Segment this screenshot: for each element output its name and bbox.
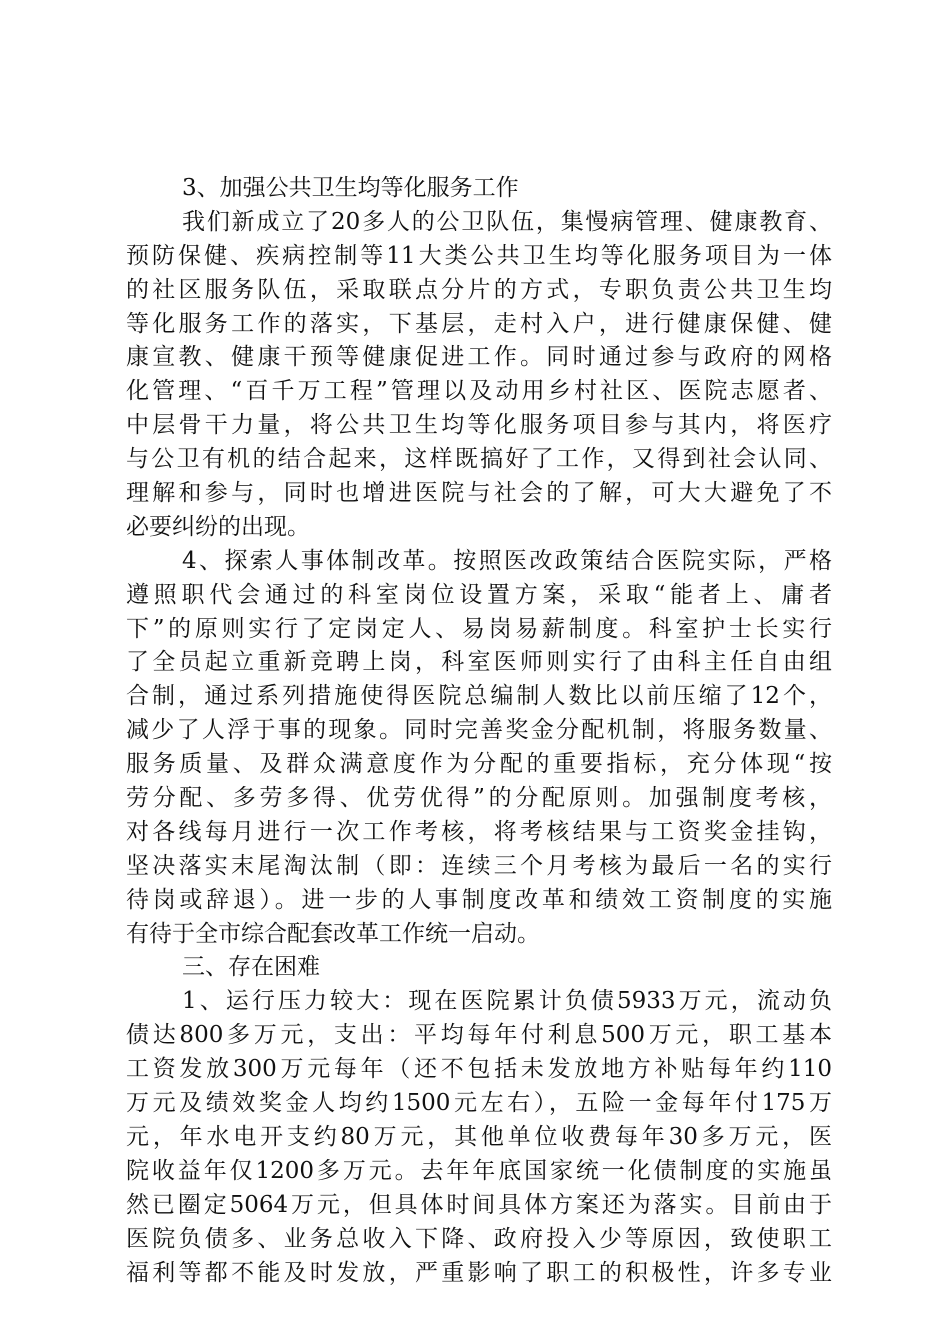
paragraph-line: 债达800多万元，支出：平均每年付利息500万元，职工基本 bbox=[126, 1022, 832, 1049]
paragraph-line: 有待于全市综合配套改革工作统一启动。 bbox=[126, 920, 540, 947]
paragraph-line: 下”的原则实行了定岗定人、易岗易薪制度。科室护士长实行 bbox=[126, 615, 832, 642]
paragraph-line: 合制，通过系列措施使得医院总编制人数比以前压缩了12个， bbox=[126, 683, 832, 710]
paragraph-line: 坚决落实末尾淘汰制（即：连续三个月考核为最后一名的实行 bbox=[126, 852, 832, 879]
paragraph-line: 对各线每月进行一次工作考核，将考核结果与工资奖金挂钩， bbox=[126, 818, 832, 845]
section-heading-3: 3、加强公共卫生均等化服务工作 bbox=[182, 175, 519, 201]
paragraph-line: 服务质量、及群众满意度作为分配的重要指标，充分体现“按 bbox=[126, 751, 832, 778]
section-heading-difficulties: 三、存在困难 bbox=[182, 954, 320, 981]
paragraph-line: 中层骨干力量，将公共卫生均等化服务项目参与其内，将医疗 bbox=[126, 412, 832, 439]
paragraph-line: 等化服务工作的落实，下基层，走村入户，进行健康保健、健 bbox=[126, 310, 832, 337]
body-text bbox=[126, 172, 832, 1290]
paragraph-line: 化管理、“百千万工程”管理以及动用乡村社区、医院志愿者、 bbox=[126, 378, 832, 405]
paragraph-line: 的社区服务队伍，采取联点分片的方式，专职负责公共卫生均 bbox=[126, 276, 832, 303]
paragraph-line: 待岗或辞退）。进一步的人事制度改革和绩效工资制度的实施 bbox=[126, 886, 832, 913]
paragraph-line: 福利等都不能及时发放，严重影响了职工的积极性，许多专业 bbox=[126, 1259, 832, 1286]
paragraph-line: 4、探索人事体制改革。按照医改政策结合医院实际，严格 bbox=[182, 547, 832, 574]
paragraph-line: 万元及绩效奖金人均约1500元左右），五险一金每年付175万 bbox=[126, 1090, 832, 1117]
paragraph-line: 与公卫有机的结合起来，这样既搞好了工作，又得到社会认同、 bbox=[126, 446, 832, 473]
paragraph-line: 预防保健、疾病控制等11大类公共卫生均等化服务项目为一体 bbox=[126, 242, 832, 269]
paragraph-line: 劳分配、多劳多得、优劳优得”的分配原则。加强制度考核， bbox=[126, 785, 832, 812]
paragraph-line: 然已圈定5064万元，但具体时间具体方案还为落实。目前由于 bbox=[126, 1191, 832, 1218]
paragraph-line: 院收益年仅1200多万元。去年年底国家统一化债制度的实施虽 bbox=[126, 1157, 832, 1184]
paragraph-line: 康宣教、健康干预等健康促进工作。同时通过参与政府的网格 bbox=[126, 344, 832, 371]
paragraph-line: 遵照职代会通过的科室岗位设置方案，采取“能者上、庸者 bbox=[126, 581, 832, 608]
paragraph-line: 必要纠纷的出现。 bbox=[126, 513, 310, 540]
paragraph-line: 减少了人浮于事的现象。同时完善奖金分配机制，将服务数量、 bbox=[126, 717, 832, 744]
paragraph-line: 元，年水电开支约80万元，其他单位收费每年30多万元，医 bbox=[126, 1123, 832, 1150]
paragraph-line: 医院负债多、业务总收入下降、政府投入少等原因，致使职工 bbox=[126, 1225, 832, 1252]
paragraph-line: 我们新成立了20多人的公卫队伍，集慢病管理、健康教育、 bbox=[182, 208, 832, 235]
paragraph-line: 了全员起立重新竞聘上岗，科室医师则实行了由科主任自由组 bbox=[126, 649, 832, 676]
paragraph-line: 工资发放300万元每年（还不包括未发放地方补贴每年约110 bbox=[126, 1056, 832, 1083]
paragraph-line: 理解和参与，同时也增进医院与社会的了解，可大大避免了不 bbox=[126, 480, 832, 507]
paragraph-line: 1、运行压力较大：现在医院累计负债5933万元，流动负 bbox=[182, 988, 832, 1015]
